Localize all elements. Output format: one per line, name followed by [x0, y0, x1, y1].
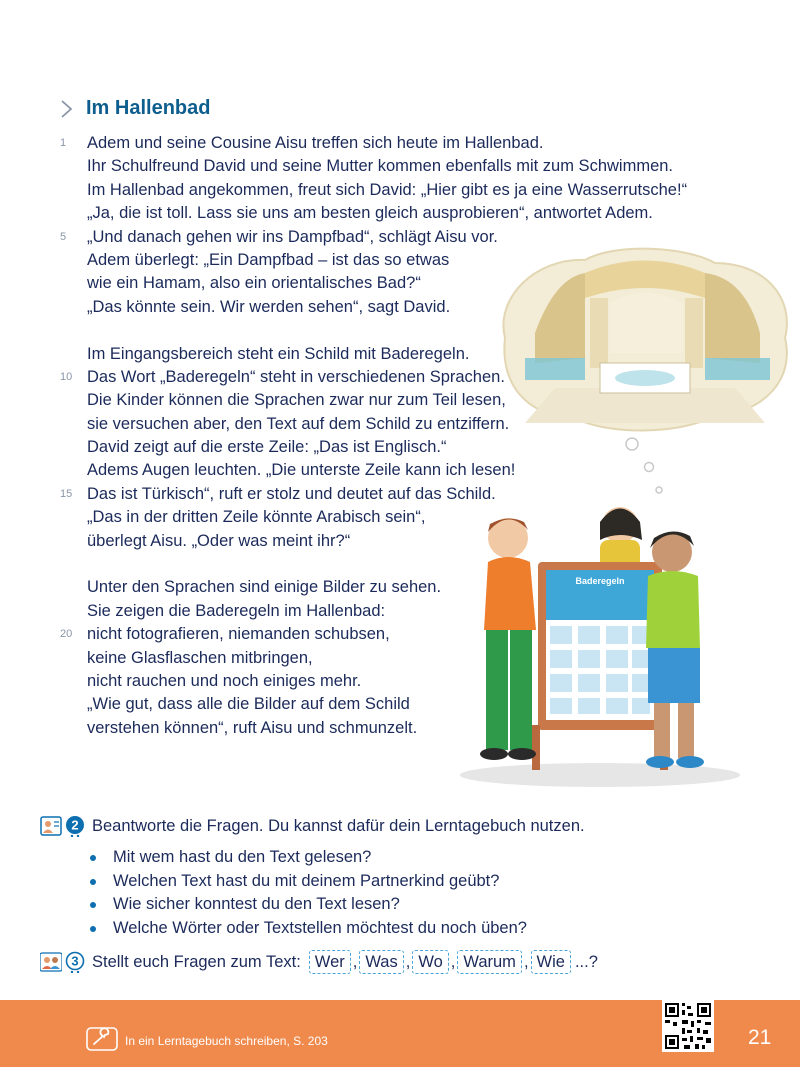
learning-journal-icon	[40, 815, 62, 837]
separator: ,	[405, 953, 411, 971]
task-3-instruction: Stellt euch Fragen zum Text:	[92, 952, 301, 971]
hamam-thought-bubble-illustration	[495, 238, 795, 438]
story-line-text: „Wie gut, dass alle die Bilder auf dem Schild	[87, 695, 410, 714]
story-line-text: Im Hallenbad angekommen, freut sich David: „Hier gibt es ja eine Wasserrutsche!“	[87, 180, 688, 199]
task-2	[40, 815, 585, 837]
story-line-text: „Das in der dritten Zeile könnte Arabisch sein“,	[87, 508, 426, 527]
section-heading	[58, 97, 210, 120]
story-line-text: „Und danach gehen wir ins Dampfbad“, schlägt Aisu vor.	[87, 227, 498, 246]
story-line-text: verstehen können“, ruft Aisu und schmunzelt.	[87, 718, 418, 737]
wrench-icon	[86, 1027, 118, 1051]
question-item: Mit wem hast du den Text gelesen?	[88, 846, 527, 870]
question-word-box: Was	[359, 950, 403, 974]
question-item: Wie sicher konntest du den Text lesen?	[88, 893, 527, 917]
story-line-text: David zeigt auf die erste Zeile: „Das ist Englisch.“	[87, 438, 447, 457]
question-ending: ...?	[574, 952, 598, 971]
children-with-sign-illustration	[450, 500, 750, 790]
line-number: 20	[60, 628, 73, 641]
chevron-right-icon	[58, 98, 76, 120]
task-3	[40, 950, 598, 974]
story-line-text: Sie zeigen die Baderegeln im Hallenbad:	[87, 601, 386, 620]
story-line-text: Adems Augen leuchten. „Die unterste Zeile kann ich lesen!	[87, 461, 516, 480]
question-word-box: Wer	[309, 950, 351, 974]
line-number: 15	[60, 487, 73, 500]
story-line-text: sie versuchen aber, den Text auf dem Schild zu entziffern.	[87, 414, 510, 433]
story-line-text: Unter den Sprachen sind einige Bilder zu sehen.	[87, 578, 442, 597]
sign-title: Baderegeln	[575, 576, 625, 586]
thought-bubble-dots-icon	[622, 434, 667, 499]
question-words	[307, 950, 573, 974]
line-number: 10	[60, 370, 73, 383]
question-item: Welchen Text hast du mit deinem Partnerkind geübt?	[88, 870, 527, 894]
story-line	[58, 132, 748, 155]
story-line-text: überlegt Aisu. „Oder was meint ihr?“	[87, 531, 351, 550]
question-word-box: Wo	[412, 950, 448, 974]
story-line	[58, 202, 748, 225]
qr-code-icon[interactable]	[662, 1000, 714, 1052]
svg-text:3: 3	[71, 953, 79, 969]
question-word-box: Warum	[457, 950, 522, 974]
story-line	[58, 179, 748, 202]
line-number: 5	[60, 230, 67, 243]
question-list	[88, 846, 527, 940]
footer-reference: In ein Lerntagebuch schreiben, S. 203	[125, 1034, 328, 1048]
story-line-text: wie ein Hamam, also ein orientalisches Bad?“	[87, 274, 421, 293]
partner-work-icon	[40, 951, 62, 973]
story-line-text: Das ist Türkisch“, ruft er stolz und deutet auf das Schild.	[87, 484, 496, 503]
task-2-instruction: Beantworte die Fragen. Du kannst dafür dein Lerntagebuch nutzen.	[92, 816, 585, 835]
story-line	[58, 155, 748, 178]
story-line-text: Adem und seine Cousine Aisu treffen sich heute im Hallenbad.	[87, 134, 544, 152]
separator: ,	[352, 953, 358, 971]
story-line-text: Das Wort „Baderegeln“ steht in verschiedenen Sprachen.	[87, 367, 505, 386]
task-number-3-icon	[64, 951, 86, 973]
task-number-2-icon	[64, 815, 86, 837]
story-line-text: Die Kinder können die Sprachen zwar nur zum Teil lesen,	[87, 391, 506, 410]
question-word-box: Wie	[531, 950, 571, 974]
story-line-text: keine Glasflaschen mitbringen,	[87, 648, 313, 667]
section-title: Im Hallenbad	[86, 97, 211, 119]
separator: ,	[450, 953, 456, 971]
question-item: Welche Wörter oder Textstellen möchtest du noch üben?	[88, 917, 527, 941]
story-line-text: „Ja, die ist toll. Lass sie uns am besten gleich ausprobieren“, antwortet Adem.	[87, 204, 653, 223]
story-line-text: Ihr Schulfreund David und seine Mutter kommen ebenfalls mit zum Schwimmen.	[87, 157, 673, 176]
svg-text:2: 2	[71, 817, 79, 833]
story-line-text: nicht fotografieren, niemanden schubsen,	[87, 625, 390, 644]
story-line-text: Adem überlegt: „Ein Dampfbad – ist das so etwas	[87, 250, 450, 269]
line-number: 1	[60, 137, 67, 149]
page-number: 21	[748, 1026, 772, 1049]
separator: ,	[523, 953, 529, 971]
story-line-text: „Das könnte sein. Wir werden sehen“, sagt David.	[87, 297, 451, 316]
story-line-text: Im Eingangsbereich steht ein Schild mit Baderegeln.	[87, 344, 470, 363]
story-line-text: nicht rauchen und noch einiges mehr.	[87, 671, 362, 690]
